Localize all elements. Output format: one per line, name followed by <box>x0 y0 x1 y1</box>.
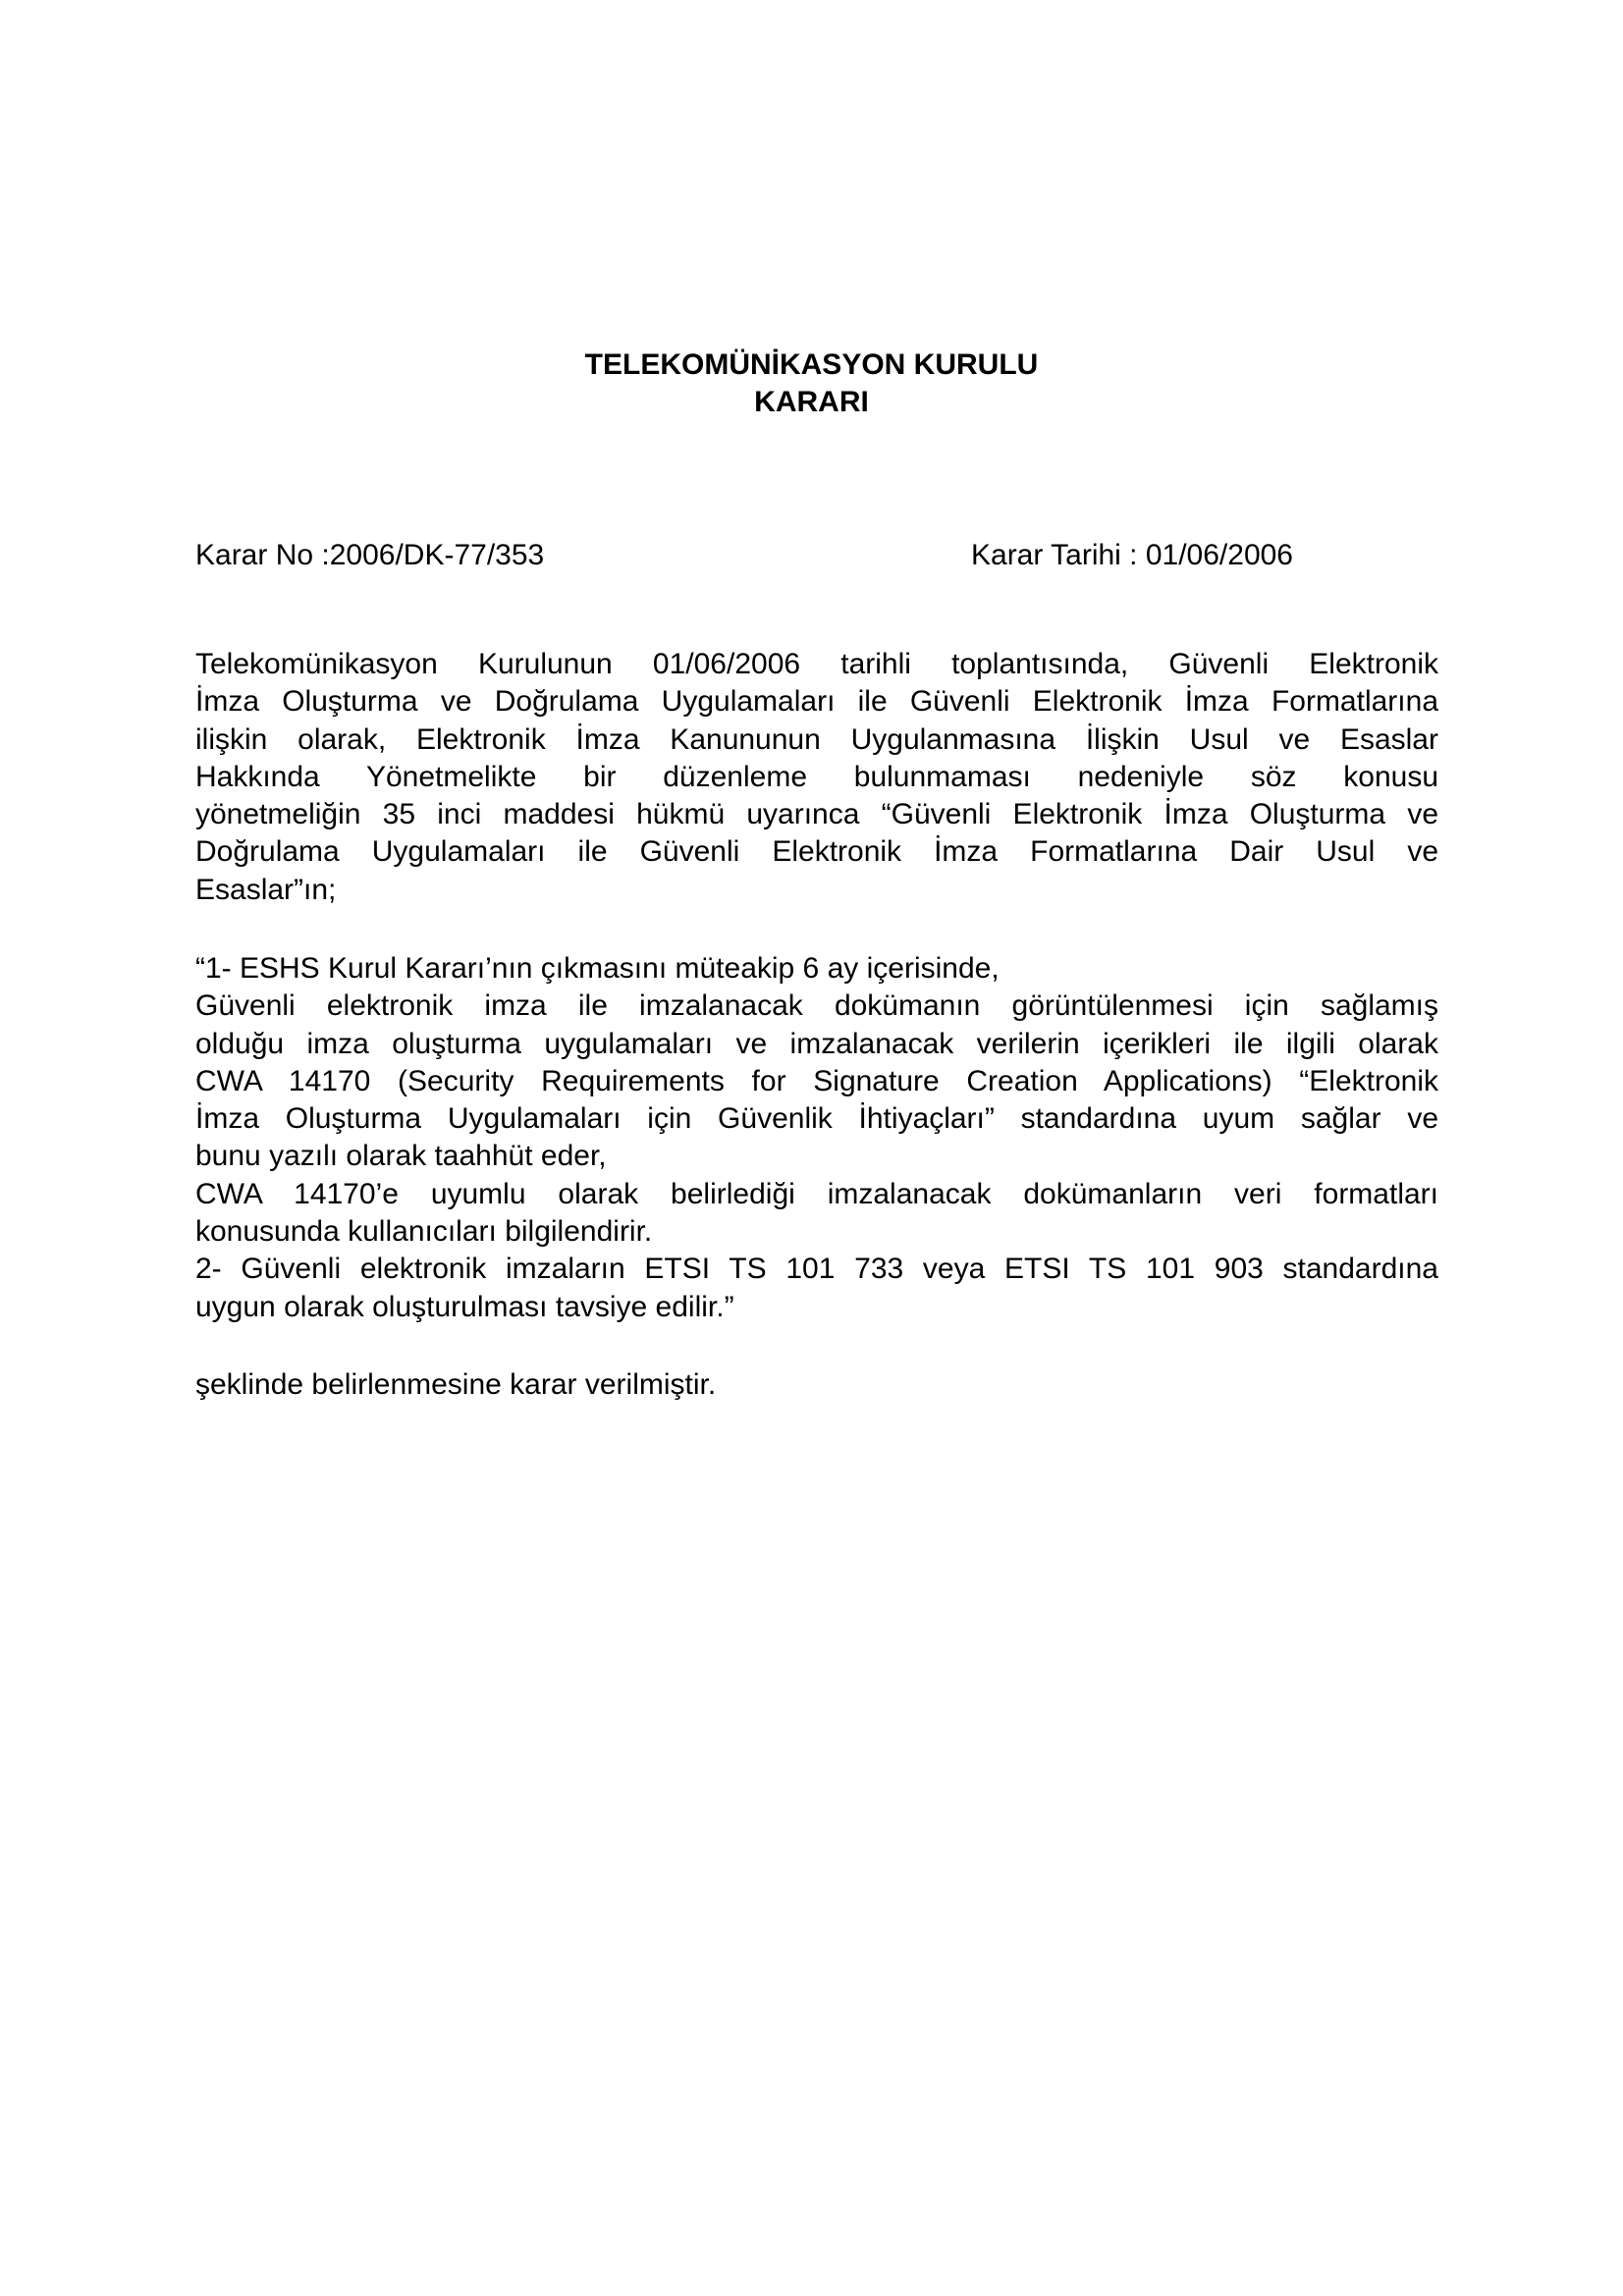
decision-paragraph <box>195 950 1438 1326</box>
intro-line: Hakkında Yönetmelikte bir düzenleme bulunmaması nedeniyle söz konusu <box>195 760 1438 793</box>
intro-line: Doğrulama Uygulamaları ile Güvenli Elektronik İmza Formatlarına Dair Usul ve <box>195 835 1438 869</box>
decision-line: olduğu imza oluşturma uygulamaları ve imzalanacak verilerin içerikleri ile ilgili olarak <box>195 1027 1438 1060</box>
document-title: TELEKOMÜNİKASYON KURULU <box>584 348 1039 381</box>
decision-line: bunu yazılı olarak taahhüt eder, <box>195 1140 607 1173</box>
closing-paragraph <box>195 1366 1438 1404</box>
decision-line: CWA 14170’e uyumlu olarak belirlediği imzalanacak dokümanların veri formatları <box>195 1177 1438 1210</box>
decision-number: Karar No :2006/DK-77/353 <box>195 539 545 571</box>
intro-line: yönetmeliğin 35 inci maddesi hükmü uyarınca “Güvenli Elektronik İmza Oluşturma ve <box>195 798 1438 831</box>
document-subtitle: KARARI <box>754 386 869 418</box>
decision-date: Karar Tarihi : 01/06/2006 <box>971 539 1293 571</box>
decision-line: uygun olarak oluşturulması tavsiye edilir.” <box>195 1290 734 1323</box>
decision-line: Güvenli elektronik imza ile imzalanacak dokümanın görüntülenmesi için sağlamış <box>195 989 1438 1023</box>
decision-line: İmza Oluşturma Uygulamaları için Güvenlik İhtiyaçları” standardına uyum sağlar ve <box>195 1102 1438 1136</box>
intro-line: Esaslar”ın; <box>195 873 337 906</box>
decision-line: “1- ESHS Kurul Kararı’nın çıkmasını müteakip 6 ay içerisinde, <box>195 952 1000 985</box>
intro-line: Telekomünikasyon Kurulunun 01/06/2006 tarihli toplantısında, Güvenli Elektronik <box>195 648 1438 680</box>
intro-line: İmza Oluşturma ve Doğrulama Uygulamaları ile Güvenli Elektronik İmza Formatlarına <box>195 685 1438 719</box>
decision-line: 2- Güvenli elektronik imzaların ETSI TS 101 733 veya ETSI TS 101 903 standardına <box>195 1253 1438 1286</box>
decision-line: CWA 14170 (Security Requirements for Signature Creation Applications) “Elektronik <box>195 1064 1438 1097</box>
intro-line: ilişkin olarak, Elektronik İmza Kanununun Uygulanmasına İlişkin Usul ve Esaslar <box>195 722 1438 756</box>
decision-line: konusunda kullanıcıları bilgilendirir. <box>195 1215 653 1249</box>
intro-paragraph <box>195 646 1438 909</box>
closing-line: şeklinde belirlenmesine karar verilmiştir. <box>195 1368 717 1401</box>
